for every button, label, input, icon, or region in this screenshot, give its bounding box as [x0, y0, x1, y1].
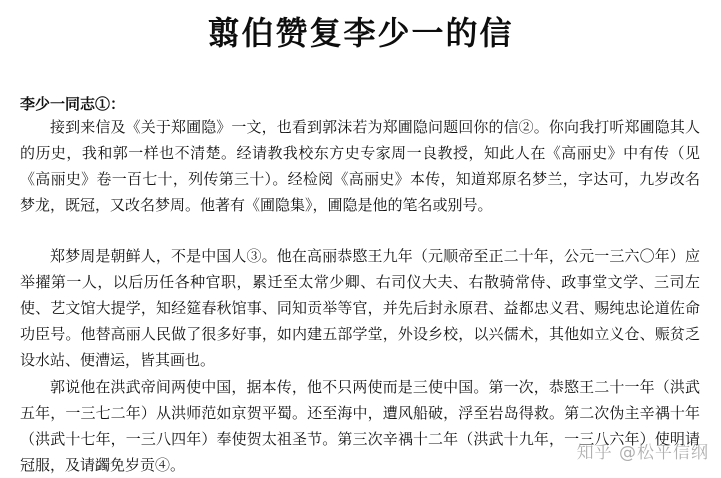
zhihu-watermark: 知乎 @松平信纲 — [576, 443, 709, 463]
paragraph-1: 接到来信及《关于郑圃隐》一文，也看到郭沫若为郑圃隐问题回你的信②。你向我打听郑圃隐其人的历史，我和郭一样也不清楚。经请教我校东方史专家周一良教授，知此人在《高丽史》中有传（见《高丽史》卷一百七十，列传第三十）。经检阅《高丽史》本传，知道郑原名梦兰，字达可，九岁改名梦龙，既冠，又改名梦周。他著有《圃隐集》，圃隐是他的笔名或别号。 — [20, 118, 700, 214]
paragraph-3: 郭说他在洪武帝间两使中国，据本传，他不只两使而是三使中国。第一次，恭愍王二十一年（洪武五年，一三七二年）从洪师范如京贺平蜀。还至海中，遭风船破，浮至岩岛得救。第二次伪主辛禑十年（洪武十七年，一三八四年）奉使贺太祖圣节。第三次辛禑十二年（洪武十九年，一三八六年）使明请冠服，及请蠲免岁贡④。 — [20, 378, 700, 474]
salutation: 李少一同志①： — [20, 95, 126, 113]
paragraph-2: 郑梦周是朝鲜人，不是中国人③。他在高丽恭愍王九年（元顺帝至正二十年，公元一三六〇年）应举擢第一人，以后历任各种官职，累迁至太常少卿、右司仪大夫、右散骑常侍、政事堂文学、三司左使、艺文馆大提学，知经筵春秋馆事、同知贡举等官，并先后封永原君、益都忠义君、赐纯忠论道佐命功臣号。他替高丽人民做了很多好事，如内建五部学堂，外设乡校，以兴儒术，其他如立义仓、赈贫乏 设水站、便漕运，皆其画也。 — [20, 247, 716, 369]
page-title: 翦伯赞复李少一的信 — [207, 14, 514, 52]
